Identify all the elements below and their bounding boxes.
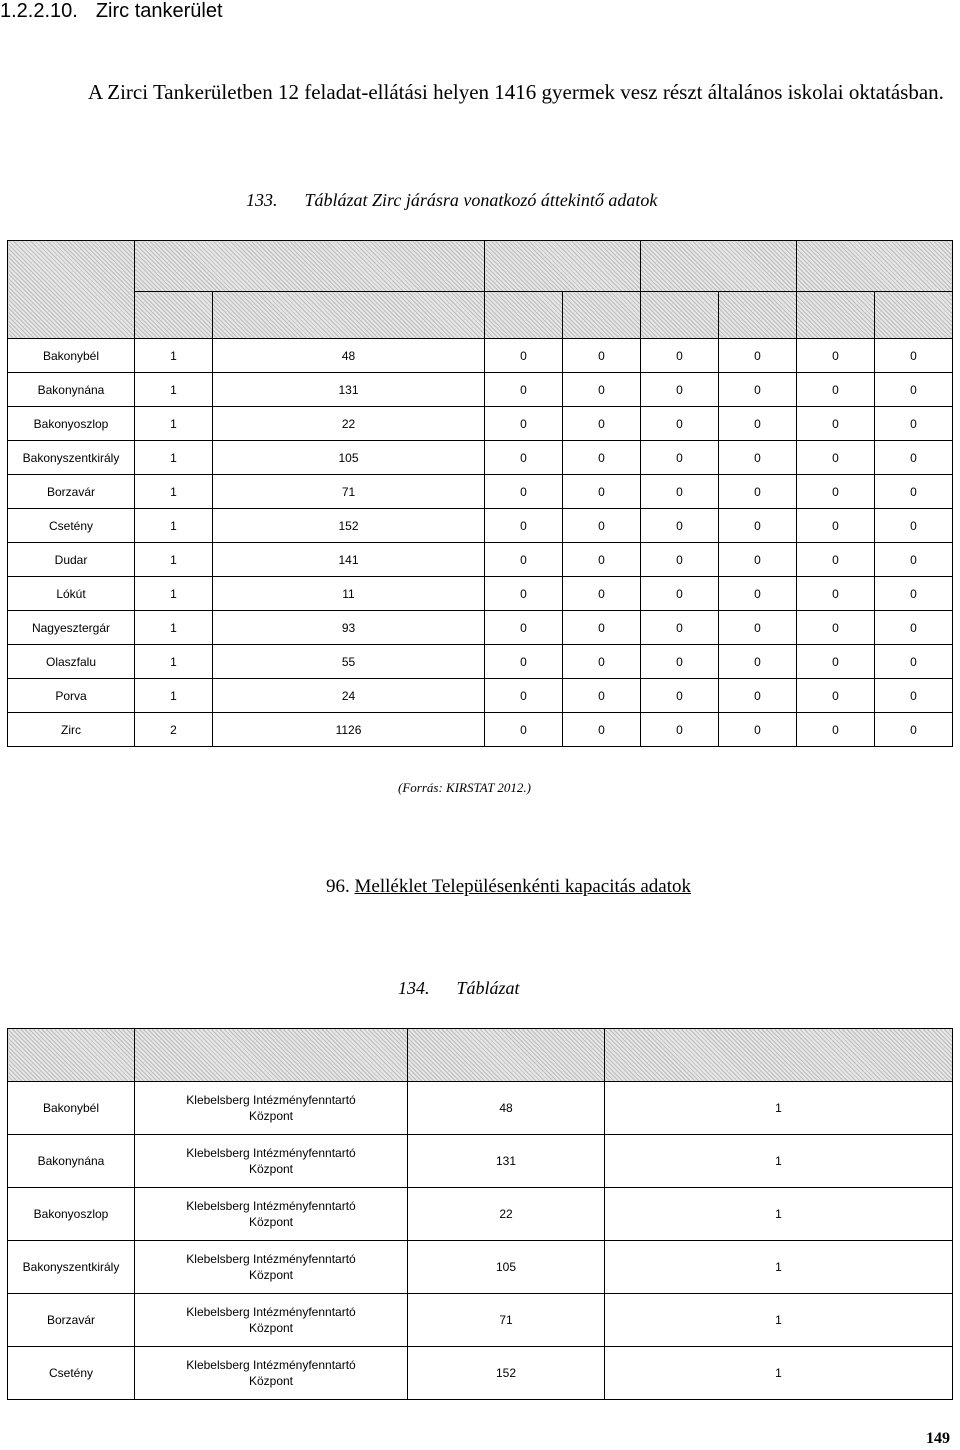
value-cell: 0	[718, 373, 796, 407]
section-title: Zirc tankerület	[95, 0, 223, 22]
table1-caption-text: Táblázat Zirc járásra vonatkozó áttekintő adatok	[304, 190, 658, 210]
source-note: (Forrás: KIRSTAT 2012.)	[398, 780, 532, 795]
value-cell: 0	[796, 339, 874, 373]
value-cell: 0	[640, 577, 718, 611]
value-cell: 1	[135, 509, 213, 543]
header-cell	[640, 292, 718, 339]
value-cell: 1	[135, 441, 213, 475]
value-cell: 0	[485, 679, 563, 713]
header-cell	[135, 1029, 408, 1082]
section-number: 1.2.2.10.	[0, 0, 78, 22]
value-cell: 48	[408, 1082, 605, 1135]
header-cell	[408, 1029, 605, 1082]
value-cell: 93	[212, 611, 484, 645]
value-cell: 1	[135, 373, 213, 407]
value-cell: 0	[640, 339, 718, 373]
maintainer-line-1: Klebelsberg Intézményfenntartó	[186, 1252, 356, 1266]
table-row	[8, 713, 953, 747]
value-cell: 0	[640, 645, 718, 679]
value-cell: 0	[718, 577, 796, 611]
settlement-name: Bakonynána	[8, 1135, 135, 1188]
table-row	[8, 509, 953, 543]
annex-number: 96.	[326, 876, 350, 897]
value-cell: 0	[563, 577, 641, 611]
value-cell: 1	[605, 1135, 953, 1188]
value-cell: 0	[796, 543, 874, 577]
value-cell: 0	[796, 475, 874, 509]
value-cell: 0	[718, 509, 796, 543]
table1-caption	[246, 190, 657, 211]
intro-paragraph: A Zirci Tankerületben 12 feladat-ellátási helyen 1416 gyermek vesz részt általános iskolai oktatásban.	[88, 80, 944, 104]
value-cell: 0	[485, 645, 563, 679]
maintainer-cell	[135, 1241, 408, 1294]
annex-heading	[326, 876, 691, 898]
settlement-name: Bakonyszentkirály	[8, 441, 135, 475]
value-cell: 0	[718, 713, 796, 747]
value-cell: 0	[874, 475, 952, 509]
value-cell: 0	[718, 679, 796, 713]
settlement-name: Csetény	[8, 509, 135, 543]
maintainer-line-2: Központ	[248, 1321, 294, 1335]
value-cell: 0	[563, 407, 641, 441]
maintainer-line-1: Klebelsberg Intézményfenntartó	[186, 1305, 356, 1319]
value-cell: 0	[563, 339, 641, 373]
value-cell: 0	[718, 407, 796, 441]
value-cell: 1	[135, 679, 213, 713]
table-row	[8, 611, 953, 645]
maintainer-cell	[135, 1082, 408, 1135]
value-cell: 0	[796, 611, 874, 645]
value-cell: 0	[718, 543, 796, 577]
table-row	[8, 373, 953, 407]
value-cell: 0	[874, 577, 952, 611]
table-row	[8, 441, 953, 475]
value-cell: 0	[874, 679, 952, 713]
maintainer-cell	[135, 1347, 408, 1400]
value-cell: 0	[640, 373, 718, 407]
value-cell: 0	[796, 407, 874, 441]
value-cell: 0	[796, 577, 874, 611]
table-row	[8, 1347, 953, 1400]
value-cell: 0	[796, 441, 874, 475]
value-cell: 0	[563, 713, 641, 747]
value-cell: 22	[408, 1188, 605, 1241]
header-cell	[485, 292, 563, 339]
settlement-name: Csetény	[8, 1347, 135, 1400]
settlement-name: Bakonyszentkirály	[8, 1241, 135, 1294]
table-row	[8, 1188, 953, 1241]
value-cell: 0	[874, 645, 952, 679]
header-cell	[563, 292, 641, 339]
settlement-name: Olaszfalu	[8, 645, 135, 679]
header-cell	[796, 241, 952, 292]
value-cell: 0	[563, 475, 641, 509]
table-row	[8, 1294, 953, 1347]
value-cell: 0	[796, 373, 874, 407]
value-cell: 11	[212, 577, 484, 611]
value-cell: 0	[718, 441, 796, 475]
value-cell: 0	[485, 339, 563, 373]
value-cell: 0	[563, 679, 641, 713]
value-cell: 0	[563, 611, 641, 645]
value-cell: 0	[796, 679, 874, 713]
maintainer-line-2: Központ	[248, 1374, 294, 1388]
settlement-name: Borzavár	[8, 1294, 135, 1347]
value-cell: 0	[563, 645, 641, 679]
header-cell	[135, 292, 213, 339]
table-row	[8, 1082, 953, 1135]
settlement-name: Lókút	[8, 577, 135, 611]
settlement-name: Dudar	[8, 543, 135, 577]
value-cell: 0	[563, 543, 641, 577]
value-cell: 1126	[212, 713, 484, 747]
settlement-name: Bakonyoszlop	[8, 1188, 135, 1241]
settlement-name: Borzavár	[8, 475, 135, 509]
value-cell: 0	[796, 509, 874, 543]
header-cell	[485, 241, 641, 292]
maintainer-line-2: Központ	[248, 1215, 294, 1229]
value-cell: 0	[874, 339, 952, 373]
maintainer-cell	[135, 1188, 408, 1241]
value-cell: 0	[718, 339, 796, 373]
value-cell: 24	[212, 679, 484, 713]
value-cell: 1	[605, 1188, 953, 1241]
value-cell: 152	[408, 1347, 605, 1400]
value-cell: 0	[718, 645, 796, 679]
annex-title: Melléklet Településenkénti kapacitás adatok	[354, 876, 691, 897]
value-cell: 0	[874, 611, 952, 645]
value-cell: 0	[485, 543, 563, 577]
section-heading	[0, 0, 223, 23]
header-cell	[135, 241, 485, 292]
table-row	[8, 645, 953, 679]
value-cell: 71	[408, 1294, 605, 1347]
value-cell: 1	[135, 543, 213, 577]
value-cell: 0	[640, 475, 718, 509]
value-cell: 0	[640, 713, 718, 747]
table-row	[8, 1135, 953, 1188]
value-cell: 55	[212, 645, 484, 679]
header-cell	[8, 1029, 135, 1082]
table-row	[8, 339, 953, 373]
value-cell: 71	[212, 475, 484, 509]
settlement-name: Bakonynána	[8, 373, 135, 407]
value-cell: 48	[212, 339, 484, 373]
header-cell	[605, 1029, 953, 1082]
value-cell: 1	[135, 339, 213, 373]
settlement-name: Bakonybél	[8, 339, 135, 373]
settlement-name: Porva	[8, 679, 135, 713]
value-cell: 0	[563, 509, 641, 543]
value-cell: 0	[874, 441, 952, 475]
table2-caption-number: 134.	[398, 978, 430, 998]
capacity-table-body	[8, 1082, 953, 1400]
overview-table	[7, 240, 953, 747]
table2-caption	[398, 978, 520, 999]
value-cell: 0	[796, 713, 874, 747]
value-cell: 0	[640, 611, 718, 645]
value-cell: 1	[605, 1241, 953, 1294]
value-cell: 0	[640, 543, 718, 577]
maintainer-line-2: Központ	[248, 1109, 294, 1123]
value-cell: 131	[408, 1135, 605, 1188]
value-cell: 0	[874, 509, 952, 543]
page-number: 149	[926, 1430, 950, 1447]
value-cell: 1	[135, 577, 213, 611]
maintainer-line-1: Klebelsberg Intézményfenntartó	[186, 1199, 356, 1213]
header-cell	[640, 241, 796, 292]
value-cell: 0	[796, 645, 874, 679]
header-cell	[8, 241, 135, 339]
value-cell: 1	[605, 1082, 953, 1135]
table-row	[8, 577, 953, 611]
value-cell: 2	[135, 713, 213, 747]
table-row	[8, 1241, 953, 1294]
settlement-name: Zirc	[8, 713, 135, 747]
value-cell: 0	[485, 373, 563, 407]
value-cell: 0	[718, 475, 796, 509]
value-cell: 105	[212, 441, 484, 475]
value-cell: 0	[563, 373, 641, 407]
value-cell: 1	[135, 611, 213, 645]
table-row	[8, 407, 953, 441]
maintainer-cell	[135, 1135, 408, 1188]
value-cell: 0	[485, 577, 563, 611]
value-cell: 0	[485, 509, 563, 543]
value-cell: 1	[605, 1294, 953, 1347]
value-cell: 0	[485, 713, 563, 747]
settlement-name: Bakonyoszlop	[8, 407, 135, 441]
maintainer-line-1: Klebelsberg Intézményfenntartó	[186, 1093, 356, 1107]
maintainer-line-1: Klebelsberg Intézményfenntartó	[186, 1146, 356, 1160]
header-cell	[796, 292, 874, 339]
value-cell: 152	[212, 509, 484, 543]
maintainer-line-2: Központ	[248, 1162, 294, 1176]
value-cell: 105	[408, 1241, 605, 1294]
value-cell: 1	[605, 1347, 953, 1400]
value-cell: 0	[640, 509, 718, 543]
value-cell: 0	[874, 713, 952, 747]
value-cell: 1	[135, 407, 213, 441]
value-cell: 0	[640, 679, 718, 713]
header-cell	[874, 292, 952, 339]
value-cell: 131	[212, 373, 484, 407]
value-cell: 0	[485, 475, 563, 509]
header-cell	[212, 292, 484, 339]
value-cell: 1	[135, 475, 213, 509]
value-cell: 0	[874, 407, 952, 441]
value-cell: 1	[135, 645, 213, 679]
table-row	[8, 475, 953, 509]
table1-caption-number: 133.	[246, 190, 278, 210]
capacity-table	[7, 1028, 953, 1400]
value-cell: 0	[485, 611, 563, 645]
settlement-name: Bakonybél	[8, 1082, 135, 1135]
value-cell: 0	[718, 611, 796, 645]
table-row	[8, 679, 953, 713]
value-cell: 0	[874, 543, 952, 577]
value-cell: 0	[563, 441, 641, 475]
maintainer-cell	[135, 1294, 408, 1347]
value-cell: 0	[874, 373, 952, 407]
value-cell: 0	[485, 441, 563, 475]
overview-table-body	[8, 339, 953, 747]
maintainer-line-2: Központ	[248, 1268, 294, 1282]
value-cell: 22	[212, 407, 484, 441]
value-cell: 141	[212, 543, 484, 577]
value-cell: 0	[640, 407, 718, 441]
settlement-name: Nagyesztergár	[8, 611, 135, 645]
table2-caption-text: Táblázat	[456, 978, 520, 998]
header-cell	[718, 292, 796, 339]
value-cell: 0	[485, 407, 563, 441]
maintainer-line-1: Klebelsberg Intézményfenntartó	[186, 1358, 356, 1372]
value-cell: 0	[640, 441, 718, 475]
table-row	[8, 543, 953, 577]
